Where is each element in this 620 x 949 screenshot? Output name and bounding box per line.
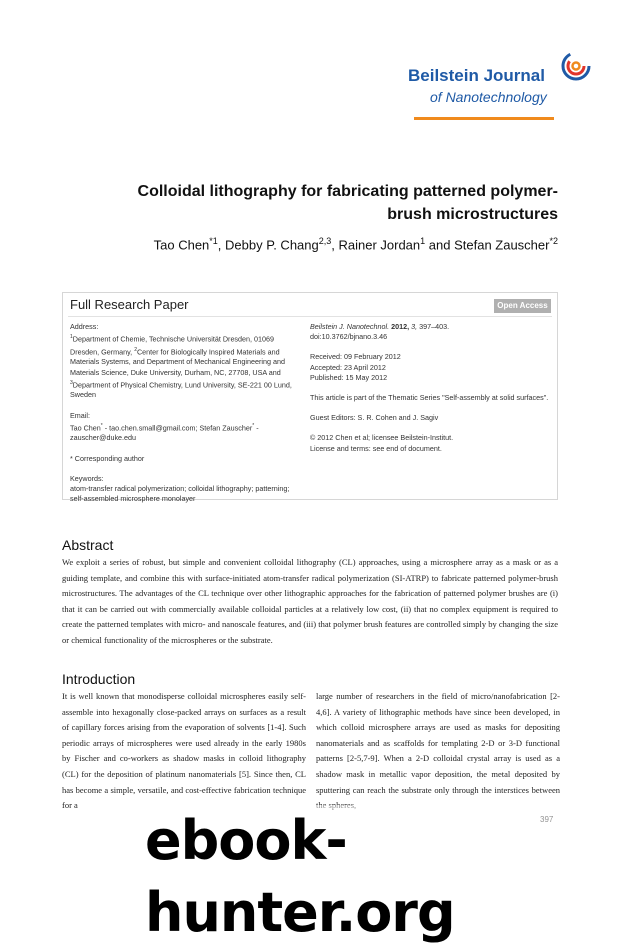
address-label: Address: xyxy=(70,322,99,331)
keywords-label: Keywords: xyxy=(70,473,104,483)
info-right-column xyxy=(310,322,550,464)
citation-block xyxy=(310,322,550,342)
dates-block xyxy=(310,352,550,383)
doi-link[interactable]: doi:10.3762/bjnano.3.46 xyxy=(310,332,388,342)
editors-note: Guest Editors: S. R. Cohen and J. Sagiv xyxy=(310,413,439,423)
published-date: Published: 15 May 2012 xyxy=(310,372,388,382)
email-label: Email: xyxy=(70,410,90,420)
watermark: ebook-hunter.org xyxy=(145,805,620,949)
citation-volume: 3, xyxy=(409,322,418,331)
corresponding-note: * Corresponding author xyxy=(70,453,145,463)
license-block xyxy=(310,433,550,453)
divider xyxy=(68,316,552,317)
license-text[interactable]: License and terms: see end of document. xyxy=(310,443,442,453)
abstract-text: We exploit a series of robust, but simple and convenient colloidal lithography (CL) approaches, using a microsphere array as a mask or as a guiding template, and combine this with surface-initiated atom-transfer radical polymerization (SI-ATRP) to fabricate patterned polymer-brush microstructures. The advantages of the CL technique over other lithographic approaches for the fabrication of patterned polymer brushes are (i) that it can be carried out with commercially available colloidal particles at a relatively low cost, (ii) that no complex equipment is required to create the patterned templates with micro- and nanoscale features, and (iii) that polymer brush features are controlled simply by changing the size or chemical functionality of the microspheres or the substrate. xyxy=(62,557,558,645)
open-access-badge[interactable]: Open Access xyxy=(494,299,551,313)
address-text: $^1$Department of Chemie, Technische Universität Dresden, 01069 Dresden, Germany, $^2$Center for Biologically Inspired Materials and Materials Systems, and Department of Mechanical Engineering and Materials Science, Duke University, Durham, NC, 27708, USA and $^3$Department of Physical Chemistry, Lund University, SE-221 00 Lund, Sweden xyxy=(70,334,292,400)
series-note[interactable]: This article is part of the Thematic Series "Self-assembly at solid surfaces". xyxy=(310,393,549,403)
paper-title: Colloidal lithography for fabricating patterned polymer-brush microstructures xyxy=(137,183,558,223)
introduction-heading: Introduction xyxy=(62,671,136,687)
article-type: Full Research Paper xyxy=(70,297,189,312)
introduction-column-left: It is well known that monodisperse colloidal microspheres easily self-assemble into hexagonally close-packed arrays on surfaces as a result of capillary forces arising from the evaporation of solvents [1-4]. Such periodic arrays of microspheres were used already in the early 1980s by Fischer and co-workers as shadow masks in colloid lithography (CL) for the deposition of platinum nanomaterials [5]. Since then, CL has become a simple, versatile, and cost-effective fabrication technique for a xyxy=(62,691,306,811)
address-block xyxy=(70,322,302,401)
email-block xyxy=(70,411,302,444)
author-name: and Stefan Zauscher xyxy=(425,237,550,253)
journal-subtitle: of Nanotechnology xyxy=(430,89,547,105)
received-date: Received: 09 February 2012 xyxy=(310,352,401,362)
author-affiliation: 2,3 xyxy=(318,236,332,246)
citation-journal: Beilstein J. Nanotechnol. xyxy=(310,322,390,331)
email-text[interactable]: Tao Chen* - tao.chen.small@gmail.com; Stefan Zauscher* - zauscher@duke.edu xyxy=(70,422,259,443)
abstract-heading: Abstract xyxy=(62,537,114,553)
author-affiliation: 1 xyxy=(420,236,426,246)
journal-accent-rule xyxy=(414,117,554,120)
info-left-column xyxy=(70,322,302,514)
accepted-date: Accepted: 23 April 2012 xyxy=(310,362,386,372)
author-affiliation: *1 xyxy=(209,236,218,246)
copyright-text: © 2012 Chen et al; licensee Beilstein-Institut. xyxy=(310,433,454,443)
author-list xyxy=(100,232,558,254)
author-name: , Rainer Jordan xyxy=(331,237,421,253)
citation-year: 2012, xyxy=(389,322,410,331)
author-name: , Debby P. Chang xyxy=(217,237,319,253)
author-name: Tao Chen xyxy=(153,237,210,253)
journal-logo-icon xyxy=(560,50,592,82)
introduction-column-right: large number of researchers in the field of micro/nanofabrication [2-4,6]. A variety of lithographic methods have since been developed, in which colloid microsphere arrays are used as masks for depositing nanomaterials and as scaffolds for templating 2-D or 3-D functional patterns [2-5,7-9]. When a 2-D colloidal crystal array is used as a shadow mask in metallic vapor deposition, the metal deposited by sputtering can reach the substrate only through the interstices between xyxy=(316,691,560,795)
journal-name: Beilstein Journal xyxy=(408,66,545,85)
keywords-block xyxy=(70,474,302,505)
author-affiliation: *2 xyxy=(549,236,558,246)
citation-pages: 397–403. xyxy=(417,322,450,331)
keywords-text: atom-transfer radical polymerization; colloidal lithography; patterning; self-assembled microsphere monolayer xyxy=(70,484,290,504)
